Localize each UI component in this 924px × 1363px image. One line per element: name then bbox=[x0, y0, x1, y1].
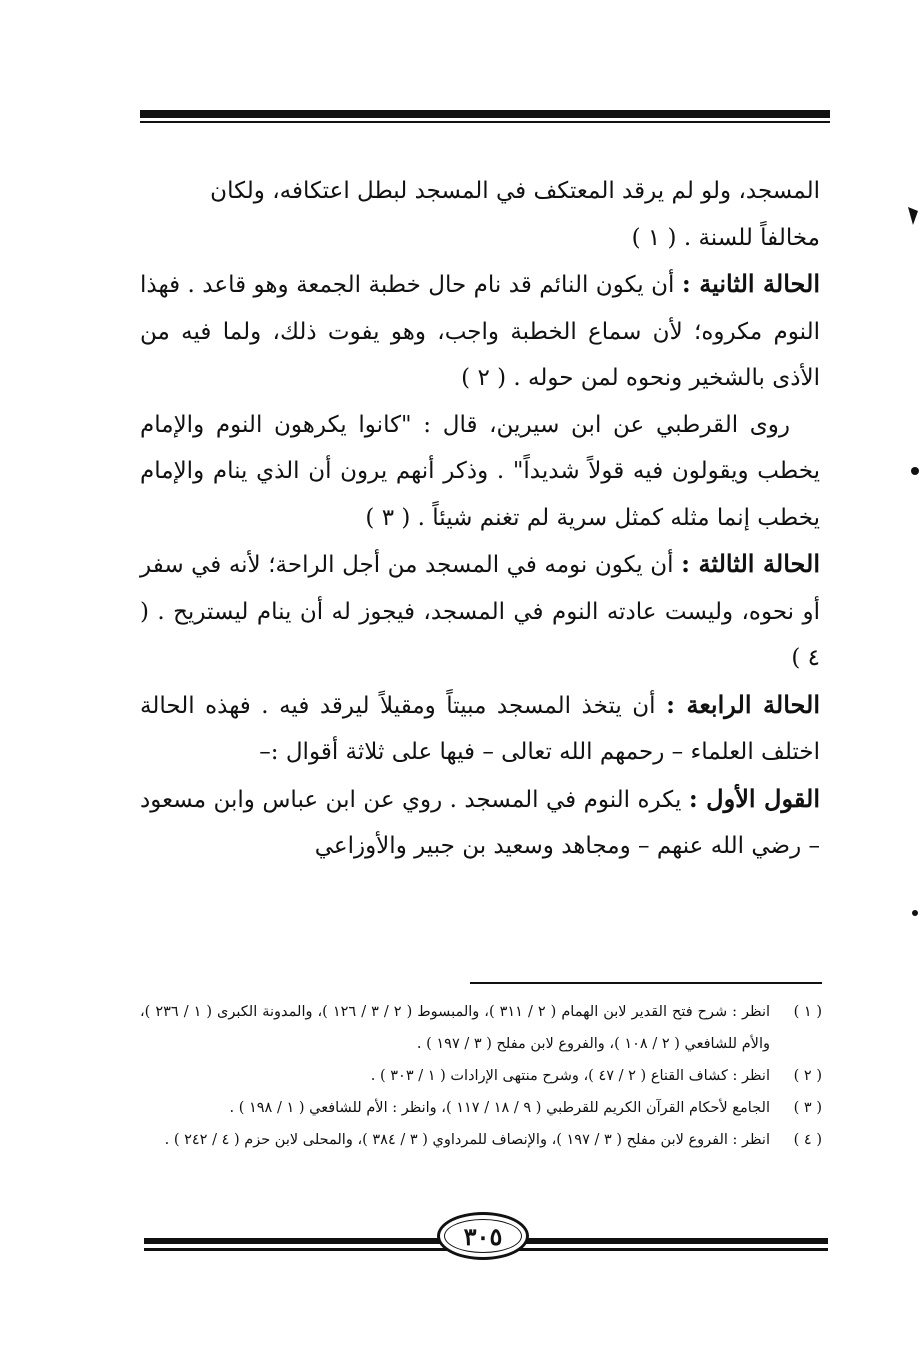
case-3-heading: الحالة الثالثة : bbox=[681, 549, 820, 578]
qurtubi-text: روى القرطبي عن ابن سيرين، قال : "كانوا يكرهون النوم والإمام يخطب ويقولون فيه قولاً شديداً" . وذكر أنهم يرون أن الذي ينام والإمام يخطب إنما مثله كمثل سرية لم تغنم شيئاً . ( ٣ ) bbox=[140, 411, 820, 531]
case-2-heading: الحالة الثانية : bbox=[681, 269, 821, 298]
header-rule-thick bbox=[140, 110, 830, 118]
footnote-text: انظر : شرح فتح القدير لابن الهمام ( ٢ / ٣١١ )، والمبسوط ( ٢ / ٣ / ١٢٦ )، والمدونة الكبرى ( ١ / ٢٣٦ )، والأم للشافعي ( ٢ / ١٠٨ )، والفروع لابن مفلح ( ٣ / ١٩٧ ) . bbox=[140, 1004, 771, 1052]
footnote-number: ( ٣ ) bbox=[793, 1100, 822, 1116]
case-4-heading: الحالة الرابعة : bbox=[666, 689, 820, 719]
paragraph-case-2 bbox=[140, 261, 820, 402]
case-4-text: أن يتخذ المسجد مبيتاً ومقيلاً ليرقد فيه . فهذه الحالة اختلف العلماء – رحمهم الله تعالى – فيها على ثلاثة أقوال :– bbox=[140, 692, 820, 765]
footnote-text: الجامع لأحكام القرآن الكريم للقرطبي ( ٩ / ١٨ / ١١٧ )، وانظر : الأم للشافعي ( ١ / ١٩٨ ) . bbox=[229, 1100, 770, 1116]
main-text bbox=[140, 168, 820, 870]
opinion-1-text: يكره النوم في المسجد . روي عن ابن عباس وابن مسعود – رضي الله عنهم – ومجاهد وسعيد بن جبير والأوزاعي bbox=[140, 786, 820, 859]
case-3-text: أن يكون نومه في المسجد من أجل الراحة؛ لأنه في سفر أو نحوه، وليست عادته النوم في المسجد، فيجوز له أن ينام ليستريح . ( ٤ ) bbox=[140, 552, 820, 671]
paragraph-case-4 bbox=[140, 682, 820, 776]
opinion-1-heading: القول الأول : bbox=[688, 783, 820, 813]
margin-dot-icon bbox=[910, 906, 920, 920]
page-number-badge bbox=[437, 1212, 529, 1260]
footnotes bbox=[140, 996, 822, 1156]
footnote-text: انظر : الفروع لابن مفلح ( ٣ / ١٩٧ )، والإنصاف للمرداوي ( ٣ / ٣٨٤ )، والمحلى لابن حزم ( ٤ / ٢٤٢ ) . bbox=[164, 1132, 770, 1148]
paragraph-continuation bbox=[140, 168, 820, 261]
continuation-line-1: المسجد، ولو لم يرقد المعتكف في المسجد لبطل اعتكافه، ولكان bbox=[210, 178, 820, 204]
continuation-line-2: مخالفاً للسنة . ( ١ ) bbox=[631, 224, 820, 251]
paragraph-case-3 bbox=[140, 541, 820, 682]
margin-mark-icon bbox=[906, 205, 920, 227]
footnote-number: ( ٢ ) bbox=[793, 1068, 822, 1084]
case-2-text: أن يكون النائم قد نام حال خطبة الجمعة وهو قاعد . فهذا النوم مكروه؛ لأن سماع الخطبة واجب، وهو يفوت ذلك، ولما فيه من الأذى بالشخير ونحوه لمن حوله . ( ٢ ) bbox=[140, 272, 821, 391]
footnote-text: انظر : كشاف القناع ( ٢ / ٤٧ )، وشرح منتهى الإرادات ( ١ / ٣٠٣ ) . bbox=[370, 1068, 770, 1084]
footnote-number: ( ٤ ) bbox=[793, 1132, 822, 1148]
page-number: ٣٠٥ bbox=[463, 1221, 503, 1251]
footnote-separator bbox=[470, 982, 822, 984]
footnote-item bbox=[140, 1092, 822, 1124]
paragraph-opinion-1 bbox=[140, 776, 820, 870]
paragraph-qurtubi bbox=[140, 402, 820, 542]
footnote-item bbox=[140, 996, 822, 1060]
header-rule-thin bbox=[140, 121, 830, 123]
footnote-item bbox=[140, 1124, 822, 1156]
footnote-number: ( ١ ) bbox=[793, 1004, 822, 1020]
footnote-item bbox=[140, 1060, 822, 1092]
margin-dot-icon bbox=[910, 466, 920, 476]
